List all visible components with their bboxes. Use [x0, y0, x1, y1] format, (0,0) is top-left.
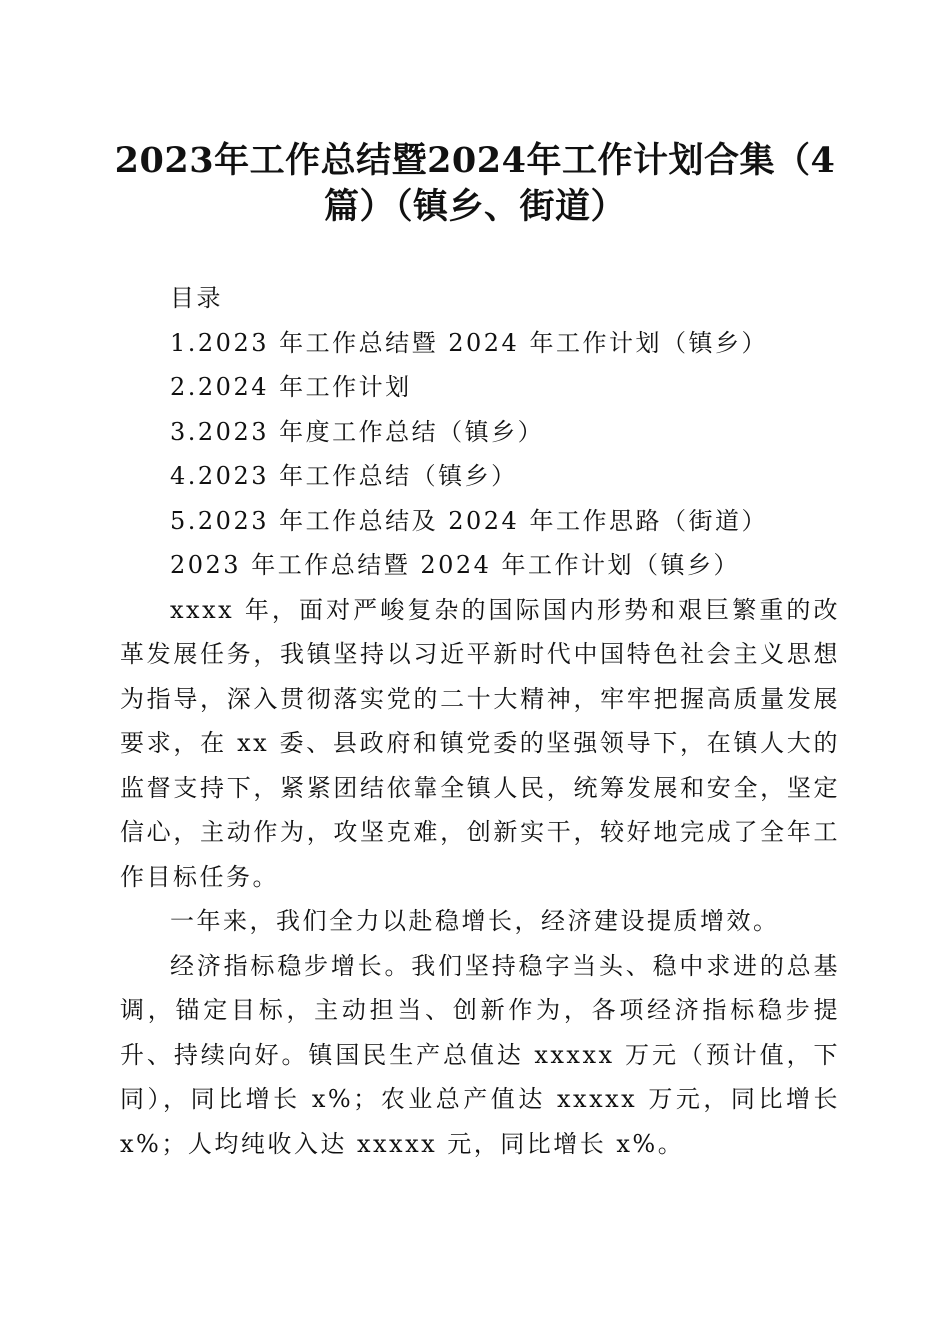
title-line-2: 篇）（镇乡、街道） — [323, 186, 626, 227]
section-title: 2023 年工作总结暨 2024 年工作计划（镇乡） — [170, 551, 741, 579]
toc-item: 5.2023 年工作总结及 2024 年工作思路（街道） — [170, 506, 768, 535]
title-line-1: 2023年工作总结暨2024年工作计划合集（4 — [114, 140, 836, 181]
document-title — [110, 138, 840, 230]
paragraph: xxxx 年，面对严峻复杂的国际国内形势和艰巨繁重的改革发展任务，我镇坚持以习近平新时代中国特色社会主义思想为指导，深入贯彻落实党的二十大精神，牢牢把握高质量发展要求，在 xx 委、县政府和镇党委的坚强领导下，在镇人大的监督支持下，紧紧团结依靠全镇人民，统筹发展和安全，坚定信心，主动作为，攻坚克难，创新实干，较好地完成了全年工作目标任务。 — [120, 595, 840, 891]
paragraph: 一年来，我们全力以赴稳增长，经济建设提质增效。 — [170, 907, 780, 935]
toc-item: 4.2023 年工作总结（镇乡） — [170, 462, 518, 490]
paragraph: 经济指标稳步增长。我们坚持稳字当头、稳中求进的总基调，锚定目标，主动担当、创新作为，各项经济指标稳步提升、持续向好。镇国民生产总值达 xxxxx 万元（预计值，下同），同比增长 x%；农业总产值达 xxxxx 万元，同比增长 x%；人均纯收入达 xxxxx 元，同比增长 x%。 — [120, 951, 840, 1158]
toc-item: 3.2023 年度工作总结（镇乡） — [170, 417, 545, 446]
toc-heading: 目录 — [170, 284, 223, 312]
toc-item: 1.2023 年工作总结暨 2024 年工作计划（镇乡） — [170, 328, 768, 357]
document-body — [120, 276, 840, 1166]
toc-item: 2.2024 年工作计划 — [170, 373, 412, 401]
